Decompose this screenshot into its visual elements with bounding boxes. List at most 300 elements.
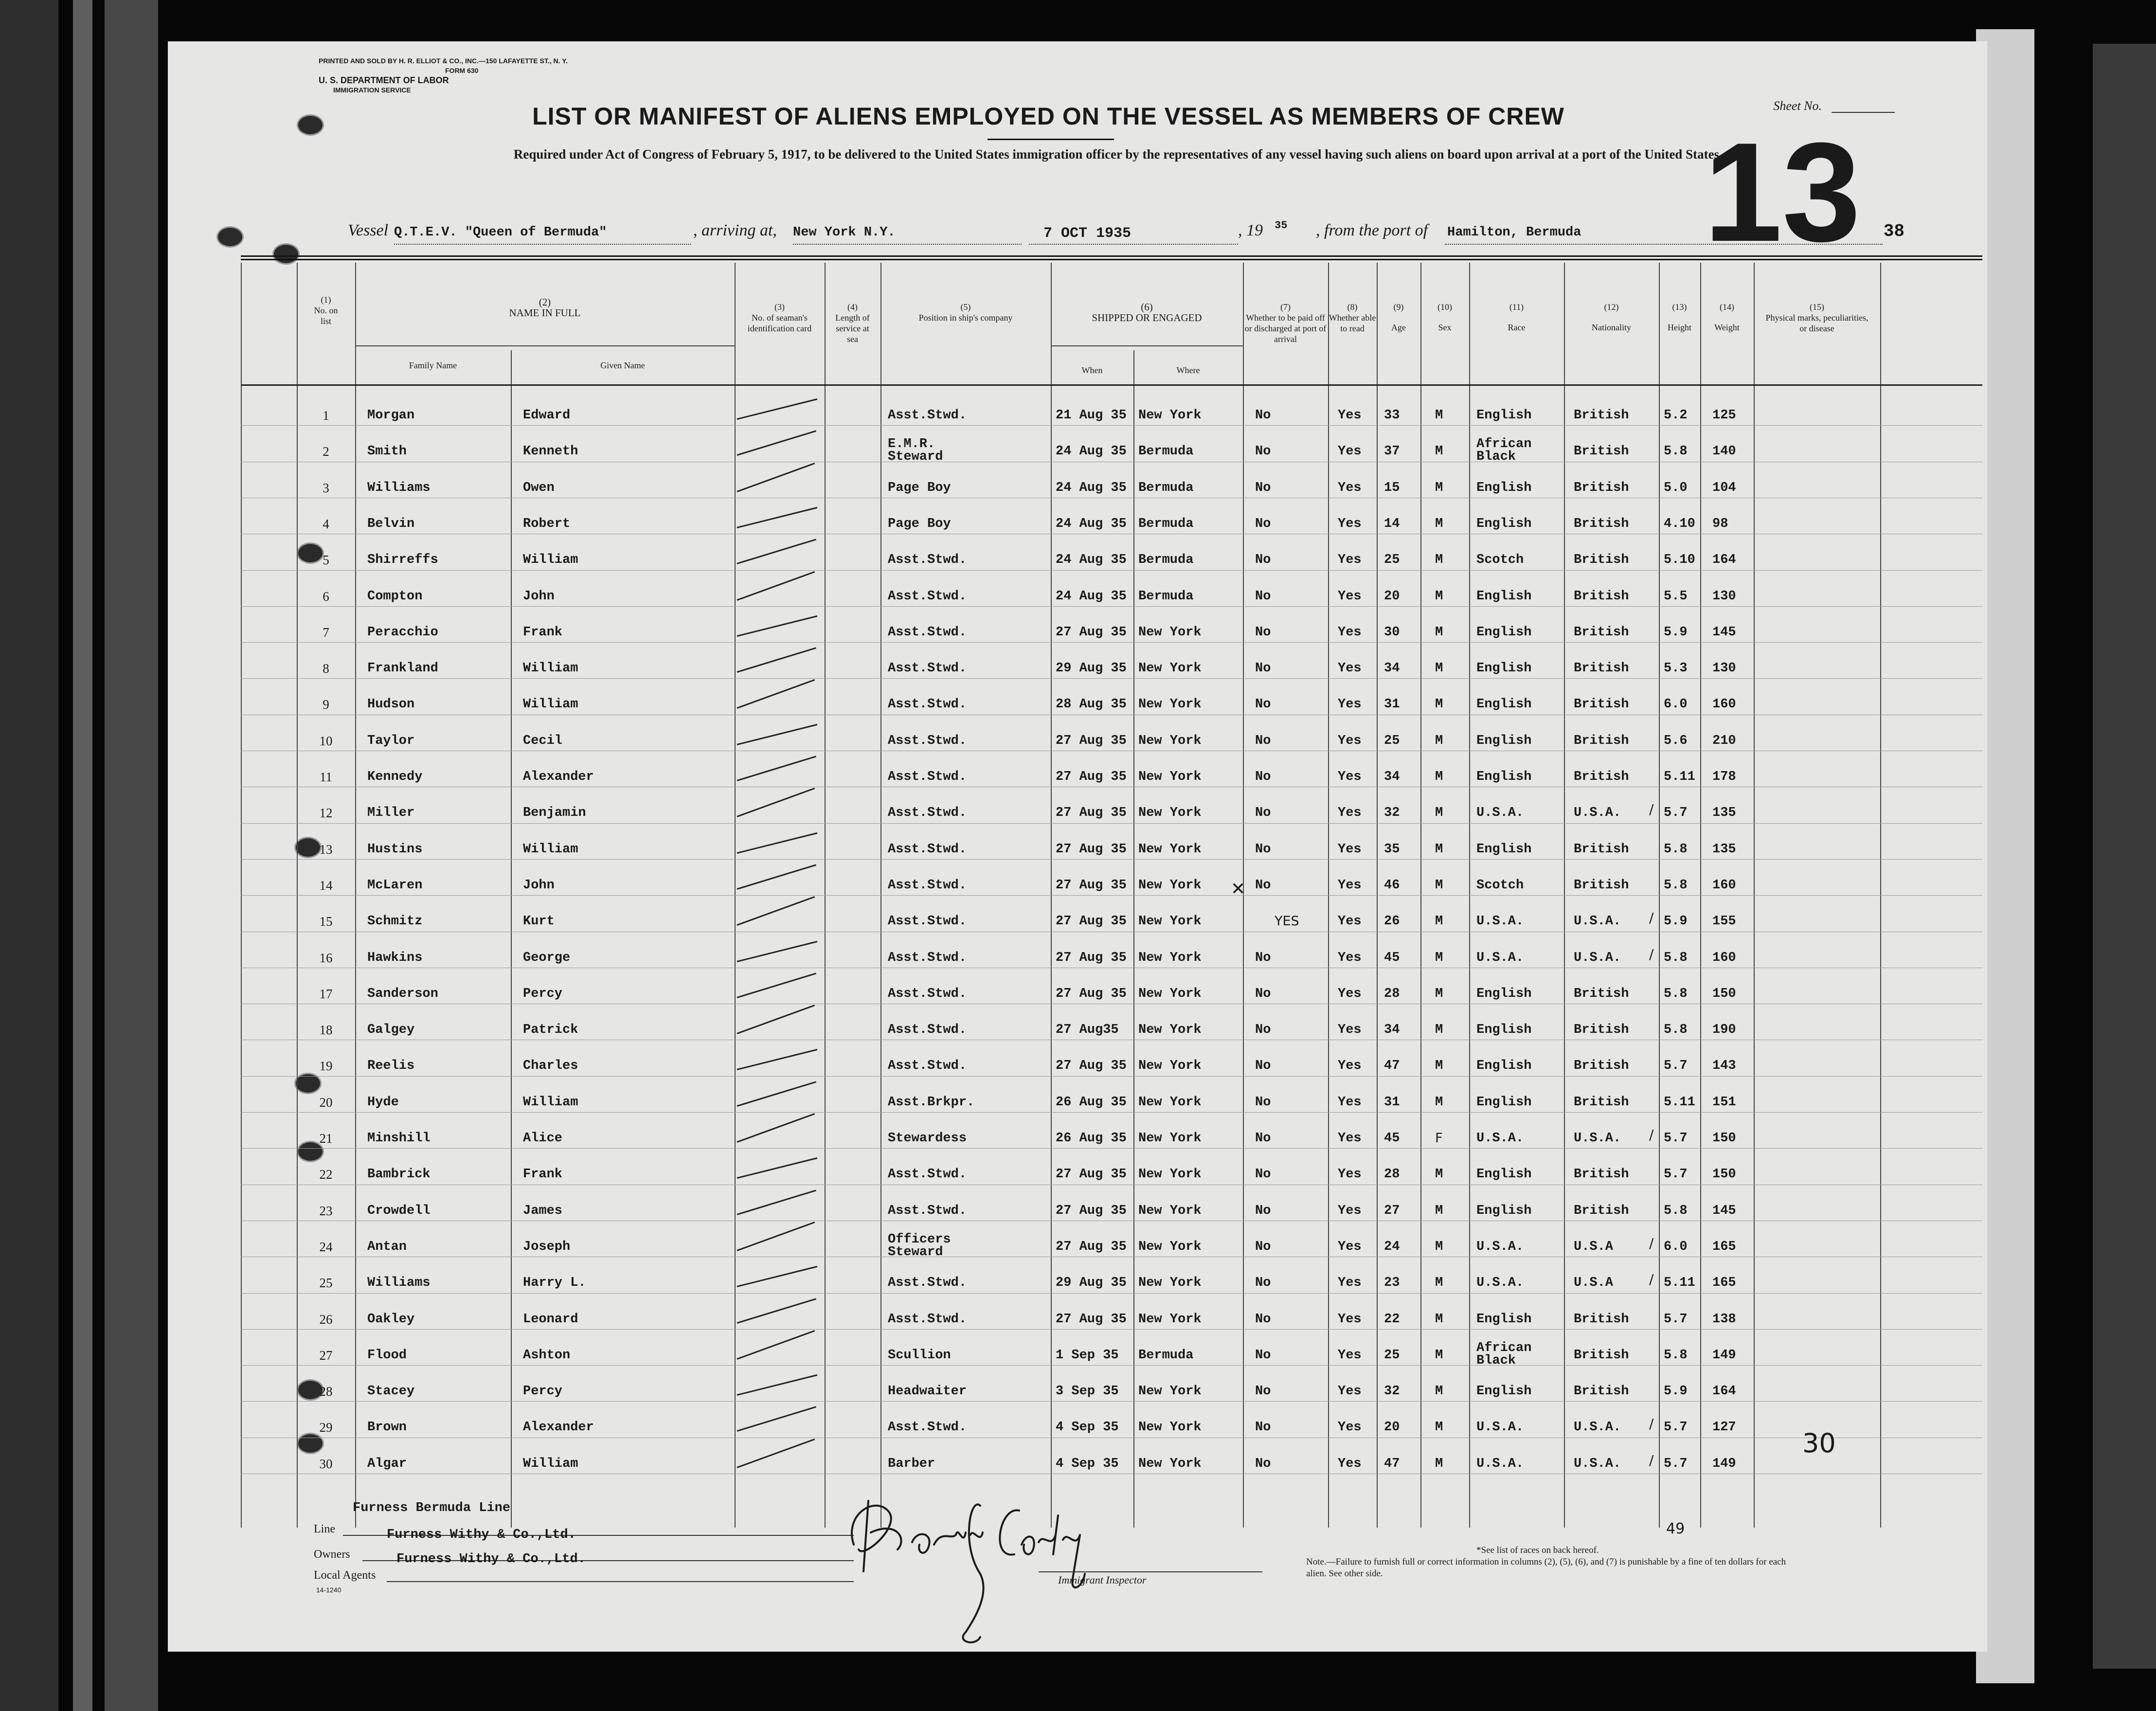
- cell-where: New York: [1138, 1203, 1202, 1218]
- cell-sex: M: [1435, 878, 1443, 893]
- year-label: , 19: [1238, 221, 1263, 239]
- cell-race: African Black: [1476, 1340, 1532, 1368]
- cell-age: 37: [1384, 444, 1400, 459]
- cell-where: New York: [1138, 661, 1202, 676]
- row-rule: [241, 859, 1982, 860]
- cell-when: 24 Aug 35: [1056, 516, 1127, 531]
- cell-weight: 149: [1712, 1456, 1736, 1471]
- cell-nationality: U.S.A.: [1574, 914, 1621, 929]
- id-card-slash-mark: [737, 539, 816, 565]
- binding-strip-left: [0, 0, 58, 1711]
- cell-read: Yes: [1338, 1456, 1362, 1471]
- row-rule: [241, 1293, 1982, 1294]
- cell-nationality: British: [1574, 589, 1629, 604]
- cell-given: Kenneth: [523, 444, 578, 459]
- cell-when: 29 Aug 35: [1056, 661, 1127, 676]
- cell-read: Yes: [1338, 1239, 1362, 1254]
- col-number: (11): [1509, 302, 1524, 312]
- cell-sex: M: [1435, 1348, 1443, 1363]
- inspector-signature: [834, 1486, 1204, 1652]
- cell-age: 47: [1384, 1059, 1400, 1074]
- cell-height: 5.8: [1664, 444, 1688, 459]
- row-rule: [241, 1401, 1982, 1402]
- cell-no: 17: [319, 986, 333, 1001]
- cell-paid-off: No: [1255, 842, 1271, 857]
- cell-nationality: British: [1574, 444, 1629, 459]
- cell-no: 6: [323, 589, 329, 604]
- cell-where: New York: [1138, 878, 1202, 893]
- cell-read: Yes: [1338, 1131, 1362, 1146]
- cell-paid-off: No: [1255, 1059, 1271, 1074]
- cell-nationality: British: [1574, 480, 1629, 495]
- cell-position: Asst.Stwd.: [888, 1023, 967, 1038]
- cell-nationality: British: [1574, 408, 1629, 423]
- cell-sex: M: [1435, 733, 1443, 748]
- cell-position: Asst.Stwd.: [888, 553, 967, 568]
- col-label: NAME IN FULL: [509, 307, 581, 319]
- cell-weight: 160: [1712, 950, 1736, 965]
- column-rule: [511, 350, 512, 1528]
- check-mark-icon: /: [1649, 1127, 1654, 1143]
- cell-weight: 127: [1712, 1420, 1736, 1435]
- cell-nationality: British: [1574, 1023, 1629, 1038]
- cell-position: Asst.Stwd.: [888, 1312, 967, 1327]
- name-header-rule: [355, 345, 735, 346]
- cell-where: Bermuda: [1138, 480, 1194, 495]
- cell-where: Bermuda: [1138, 1348, 1194, 1363]
- cell-given: William: [523, 553, 578, 568]
- cell-no: 30: [319, 1456, 333, 1471]
- id-card-slash-mark: [737, 1049, 818, 1070]
- cell-given: Frank: [523, 1167, 563, 1182]
- cell-sex: M: [1435, 1420, 1443, 1435]
- cell-paid-off: No: [1255, 444, 1271, 459]
- cell-weight: 210: [1712, 733, 1736, 748]
- cell-paid-off: No: [1255, 1239, 1271, 1254]
- cell-position: Asst.Stwd.: [888, 950, 967, 965]
- cell-where: New York: [1138, 1456, 1202, 1471]
- col-label: Nationality: [1592, 323, 1631, 332]
- cell-age: 45: [1384, 1131, 1400, 1146]
- cell-race: English: [1476, 1095, 1532, 1110]
- cell-family: Kennedy: [367, 770, 423, 784]
- id-card-slash-mark: [737, 1439, 815, 1468]
- row-rule: [241, 425, 1982, 426]
- cell-position: Headwaiter: [888, 1384, 967, 1399]
- cell-no: 23: [319, 1203, 333, 1218]
- cell-paid-off: No: [1255, 1276, 1271, 1291]
- line-value: Furness Bermuda Line: [353, 1501, 511, 1515]
- cell-paid-off: No: [1255, 408, 1271, 423]
- cell-family: Crowdell: [367, 1203, 431, 1218]
- cell-height: 5.8: [1664, 878, 1688, 893]
- cell-where: New York: [1138, 1095, 1202, 1110]
- cell-given: Percy: [523, 1384, 563, 1399]
- cell-age: 26: [1384, 914, 1400, 929]
- cell-where: Bermuda: [1138, 444, 1194, 459]
- row-rule: [241, 606, 1982, 607]
- cell-given: Robert: [523, 516, 571, 531]
- cell-age: 22: [1384, 1312, 1400, 1327]
- id-card-slash-mark: [737, 1374, 818, 1396]
- id-card-slash-mark: [737, 832, 818, 854]
- cell-where: New York: [1138, 1276, 1202, 1291]
- cell-paid-off: YES: [1275, 914, 1299, 929]
- cell-height: 5.7: [1664, 1456, 1688, 1471]
- id-card-slash-mark: [737, 615, 818, 637]
- cell-weight: 130: [1712, 589, 1736, 604]
- cell-family: Antan: [367, 1239, 407, 1254]
- footnote: [1306, 1545, 1793, 1580]
- cell-age: 25: [1384, 1348, 1400, 1363]
- cell-position: Asst.Stwd.: [888, 661, 967, 676]
- col-number: (7): [1280, 302, 1291, 312]
- cell-position: Asst.Stwd.: [888, 986, 967, 1001]
- cell-race: English: [1476, 516, 1532, 531]
- cell-age: 35: [1384, 842, 1400, 857]
- cell-given: Harry L.: [523, 1276, 586, 1291]
- handwritten-margin-note: 49: [1666, 1520, 1685, 1537]
- cell-no: 8: [323, 661, 329, 676]
- cell-when: 3 Sep 35: [1056, 1384, 1119, 1399]
- cell-position: Asst.Stwd.: [888, 1420, 967, 1435]
- cell-where: Bermuda: [1138, 553, 1194, 568]
- cell-given: Frank: [523, 625, 563, 640]
- cell-sex: M: [1435, 1095, 1443, 1110]
- cell-paid-off: No: [1255, 770, 1271, 784]
- cell-read: Yes: [1338, 661, 1362, 676]
- cell-paid-off: No: [1255, 1348, 1271, 1363]
- cell-when: 29 Aug 35: [1056, 1276, 1127, 1291]
- cell-sex: M: [1435, 842, 1443, 857]
- col-label: Whether able to read: [1329, 313, 1376, 333]
- cell-height: 5.8: [1664, 1348, 1688, 1363]
- cell-sex: M: [1435, 950, 1443, 965]
- corner-typed-number: 38: [1883, 221, 1904, 241]
- printer-line: PRINTED AND SOLD BY H. R. ELLIOT & CO., INC.—150 LAFAYETTE ST., N. Y.: [319, 57, 568, 65]
- signature-text: Herbert J. Conley: [834, 1638, 929, 1650]
- header-bottom-rule: [241, 384, 1982, 386]
- cell-where: New York: [1138, 1384, 1202, 1399]
- arrival-date-stamp: 7 OCT 1935: [1043, 225, 1132, 242]
- cell-nationality: British: [1574, 625, 1629, 640]
- cell-position: Asst.Stwd.: [888, 1203, 967, 1218]
- cell-no: 3: [323, 480, 329, 495]
- penalty-note: Note.—Failure to furnish full or correct information in columns (2), (5), (6), and (7) is punishable by a fine of ten dollars for each alien. See other side.: [1306, 1557, 1786, 1579]
- cell-nationality: British: [1574, 1348, 1629, 1363]
- signature-underline: [1039, 1571, 1262, 1572]
- cell-sex: M: [1435, 1023, 1443, 1038]
- cell-position: Asst.Stwd.: [888, 842, 967, 857]
- cell-height: 5.9: [1664, 1384, 1688, 1399]
- cell-paid-off: No: [1255, 950, 1271, 965]
- cell-no: 4: [323, 516, 329, 531]
- cell-sex: M: [1435, 770, 1443, 784]
- cell-height: 5.7: [1664, 1059, 1688, 1074]
- cell-sex: M: [1435, 1167, 1443, 1182]
- cell-sex: M: [1435, 625, 1443, 640]
- cell-where: New York: [1138, 950, 1202, 965]
- cell-nationality: British: [1574, 842, 1629, 857]
- cell-age: 14: [1384, 516, 1400, 531]
- cell-sex: M: [1435, 806, 1443, 821]
- cell-where: New York: [1138, 625, 1202, 640]
- cell-when: 24 Aug 35: [1056, 589, 1127, 604]
- cell-weight: 164: [1712, 553, 1736, 568]
- cell-read: Yes: [1338, 842, 1362, 857]
- cell-no: 24: [319, 1239, 333, 1254]
- cell-weight: 178: [1712, 770, 1736, 784]
- cell-height: 5.3: [1664, 661, 1688, 676]
- cell-no: 11: [320, 770, 332, 784]
- cell-height: 5.9: [1664, 914, 1688, 929]
- cell-position: Asst.Stwd.: [888, 625, 967, 640]
- cell-no: 26: [319, 1312, 333, 1327]
- cell-family: Bambrick: [367, 1167, 431, 1182]
- id-card-slash-mark: [737, 1189, 816, 1215]
- cell-height: 5.9: [1664, 625, 1688, 640]
- row-rule: [241, 1112, 1982, 1113]
- id-card-slash-mark: [737, 1406, 816, 1432]
- cell-no: 5: [323, 553, 329, 568]
- cell-paid-off: No: [1255, 1456, 1271, 1471]
- cell-sex: M: [1435, 986, 1443, 1001]
- cell-position: Asst.Stwd.: [888, 770, 967, 784]
- cell-height: 5.8: [1664, 1203, 1688, 1218]
- cell-where: New York: [1138, 770, 1202, 784]
- cell-given: William: [523, 661, 578, 676]
- cell-read: Yes: [1338, 589, 1362, 604]
- id-card-slash-mark: [737, 1005, 815, 1034]
- form-number: FORM 630: [445, 67, 479, 74]
- col-number: (4): [847, 302, 858, 312]
- id-card-slash-mark: [737, 864, 816, 890]
- cell-read: Yes: [1338, 1384, 1362, 1399]
- id-card-slash-mark: [737, 1330, 815, 1360]
- col-label: Whether to be paid off or discharged at port of arrival: [1244, 313, 1327, 344]
- cell-nationality: British: [1574, 986, 1629, 1001]
- cell-read: Yes: [1338, 1203, 1362, 1218]
- when-header: When: [1081, 365, 1103, 375]
- cell-when: 27 Aug 35: [1056, 950, 1127, 965]
- cell-paid-off: No: [1255, 806, 1271, 821]
- cell-position: Asst.Stwd.: [888, 914, 967, 929]
- manifest-page: [168, 41, 1987, 1652]
- cell-when: 27 Aug 35: [1056, 1312, 1127, 1327]
- id-card-slash-mark: [737, 1266, 818, 1287]
- cell-where: New York: [1138, 1420, 1202, 1435]
- cell-race: English: [1476, 1167, 1532, 1182]
- cell-position: Asst.Stwd.: [888, 878, 967, 893]
- cell-given: Patrick: [523, 1023, 578, 1038]
- col-label: Age: [1391, 323, 1406, 332]
- cell-age: 20: [1384, 589, 1400, 604]
- cell-when: 27 Aug 35: [1056, 806, 1127, 821]
- cell-family: Schmitz: [367, 914, 423, 929]
- cell-nationality: British: [1574, 661, 1629, 676]
- cell-no: 25: [319, 1276, 333, 1291]
- cell-nationality: British: [1574, 1095, 1629, 1110]
- cell-read: Yes: [1338, 1059, 1362, 1074]
- cell-when: 24 Aug 35: [1056, 480, 1127, 495]
- cell-nationality: British: [1574, 516, 1629, 531]
- vessel-line: [348, 221, 1904, 247]
- cell-family: Minshill: [367, 1131, 431, 1146]
- cell-family: Compton: [367, 589, 423, 604]
- cell-weight: 135: [1712, 842, 1736, 857]
- cell-height: 4.10: [1664, 516, 1695, 531]
- cell-race: U.S.A.: [1476, 806, 1524, 821]
- row-rule: [241, 678, 1982, 679]
- cell-paid-off: No: [1255, 733, 1271, 748]
- cell-paid-off: No: [1255, 1095, 1271, 1110]
- cell-sex: M: [1435, 1384, 1443, 1399]
- paid-off-correction-strike: ✕: [1231, 879, 1246, 899]
- cell-age: 25: [1384, 733, 1400, 748]
- row-rule: [241, 823, 1982, 824]
- cell-weight: 190: [1712, 1023, 1736, 1038]
- arriving-label: , arriving at,: [693, 221, 777, 239]
- cell-family: Brown: [367, 1420, 407, 1435]
- line-label: Line: [314, 1523, 335, 1535]
- cell-sex: M: [1435, 697, 1443, 712]
- cell-read: Yes: [1338, 444, 1362, 459]
- cell-paid-off: No: [1255, 516, 1271, 531]
- cell-weight: 143: [1712, 1059, 1736, 1074]
- id-card-slash-mark: [737, 431, 816, 456]
- cell-weight: 145: [1712, 1203, 1736, 1218]
- cell-race: English: [1476, 733, 1532, 748]
- row-rule: [241, 642, 1982, 643]
- col-number: (15): [1810, 302, 1824, 312]
- cell-age: 34: [1384, 1023, 1400, 1038]
- agents-label: Local Agents: [314, 1569, 376, 1582]
- id-card-slash-mark: [737, 724, 818, 745]
- id-card-slash-mark: [737, 679, 815, 709]
- check-mark-icon: /: [1649, 910, 1654, 926]
- id-card-slash-mark: [737, 507, 818, 528]
- cell-when: 27 Aug 35: [1056, 1239, 1127, 1254]
- cell-read: Yes: [1338, 1023, 1362, 1038]
- crew-table: [241, 263, 1982, 1528]
- cell-given: Edward: [523, 408, 571, 423]
- cell-race: English: [1476, 589, 1532, 604]
- cell-position: Asst.Stwd.: [888, 1276, 967, 1291]
- cell-given: William: [523, 1095, 578, 1110]
- cell-age: 47: [1384, 1456, 1400, 1471]
- row-rule: [241, 570, 1982, 571]
- cell-family: Frankland: [367, 661, 438, 676]
- cell-no: 29: [319, 1420, 333, 1435]
- cell-height: 5.5: [1664, 589, 1688, 604]
- col-13-header: [1659, 302, 1700, 333]
- cell-nationality: British: [1574, 1203, 1629, 1218]
- row-rule: [241, 1076, 1982, 1077]
- cell-weight: 125: [1712, 408, 1736, 423]
- cell-age: 24: [1384, 1239, 1400, 1254]
- cell-race: U.S.A.: [1476, 1239, 1524, 1254]
- cell-read: Yes: [1338, 986, 1362, 1001]
- cell-position: Asst.Stwd.: [888, 1059, 967, 1074]
- cell-age: 34: [1384, 770, 1400, 784]
- title-rule: [988, 139, 1114, 140]
- cell-no: 13: [319, 842, 333, 857]
- column-rule: [1133, 350, 1134, 1528]
- cell-read: Yes: [1338, 625, 1362, 640]
- cell-height: 5.2: [1664, 408, 1688, 423]
- cell-race: English: [1476, 1312, 1532, 1327]
- cell-family: Hustins: [367, 842, 423, 857]
- cell-race: English: [1476, 408, 1532, 423]
- cell-weight: 165: [1712, 1239, 1736, 1254]
- cell-age: 27: [1384, 1203, 1400, 1218]
- col-number: (9): [1393, 302, 1404, 312]
- cell-paid-off: No: [1255, 1167, 1271, 1182]
- cell-read: Yes: [1338, 733, 1362, 748]
- cell-where: New York: [1138, 914, 1202, 929]
- cell-where: New York: [1138, 1167, 1202, 1182]
- cell-position: Officers Steward: [888, 1232, 951, 1260]
- cell-weight: 104: [1712, 480, 1736, 495]
- from-port-label: , from the port of: [1316, 221, 1428, 239]
- cell-height: 6.0: [1664, 697, 1688, 712]
- cell-race: English: [1476, 986, 1532, 1001]
- cell-nationality: British: [1574, 1059, 1629, 1074]
- page-title: LIST OR MANIFEST OF ALIENS EMPLOYED ON THE VESSEL AS MEMBERS OF CREW: [532, 103, 1564, 130]
- cell-race: U.S.A.: [1476, 950, 1524, 965]
- cell-read: Yes: [1338, 1420, 1362, 1435]
- cell-when: 24 Aug 35: [1056, 444, 1127, 459]
- cell-age: 15: [1384, 480, 1400, 495]
- cell-no: 20: [319, 1095, 333, 1110]
- cell-when: 27 Aug 35: [1056, 733, 1127, 748]
- race-note: *See list of races on back hereof.: [1476, 1545, 1599, 1555]
- cell-family: Reelis: [367, 1059, 415, 1074]
- arriving-port-line: [793, 244, 1022, 245]
- cell-sex: M: [1435, 661, 1443, 676]
- owners-value: Furness Withy & Co.,Ltd.: [387, 1528, 576, 1542]
- cell-nationality: British: [1574, 553, 1629, 568]
- cell-age: 46: [1384, 878, 1400, 893]
- cell-family: Sanderson: [367, 986, 438, 1001]
- cell-nationality: U.S.A.: [1574, 1456, 1621, 1471]
- cell-age: 31: [1384, 1095, 1400, 1110]
- cell-given: Owen: [523, 480, 555, 495]
- cell-when: 28 Aug 35: [1056, 697, 1127, 712]
- cell-paid-off: No: [1255, 986, 1271, 1001]
- given-name-header: Given Name: [600, 360, 645, 370]
- cell-race: English: [1476, 770, 1532, 784]
- from-port: Hamilton, Bermuda: [1447, 225, 1581, 240]
- id-card-slash-mark: [737, 1081, 816, 1107]
- cell-position: Asst.Stwd.: [888, 589, 967, 604]
- cell-given: Alice: [523, 1131, 563, 1146]
- cell-paid-off: No: [1255, 1312, 1271, 1327]
- cell-where: New York: [1138, 986, 1202, 1001]
- col-6-header: [1051, 302, 1243, 323]
- cell-no: 2: [323, 444, 329, 459]
- cell-age: 33: [1384, 408, 1400, 423]
- id-card-slash-mark: [737, 1222, 815, 1251]
- cell-nationality: British: [1574, 1384, 1629, 1399]
- cell-no: 14: [319, 878, 333, 893]
- owners-label: Owners: [314, 1548, 350, 1561]
- cell-age: 23: [1384, 1276, 1400, 1291]
- cell-family: Williams: [367, 1276, 431, 1291]
- cell-race: English: [1476, 625, 1532, 640]
- id-card-slash-mark: [737, 647, 816, 673]
- cell-paid-off: No: [1255, 553, 1271, 568]
